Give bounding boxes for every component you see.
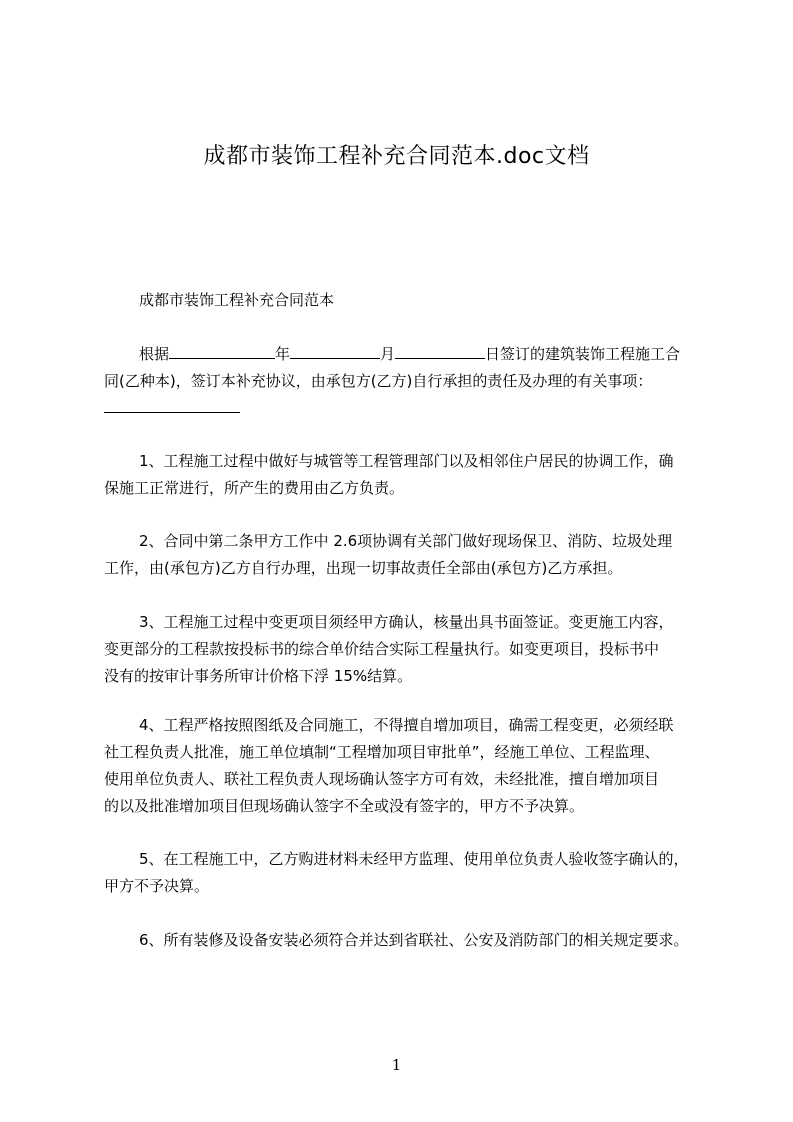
clause-line: 4、工程严格按照图纸及合同施工，不得擅自增加项目，确需工程变更，必须经联 — [139, 716, 674, 734]
intro-text-year: 年 — [275, 345, 291, 363]
document-title: 成都市装饰工程补充合同范本.doc文档 — [203, 144, 590, 169]
clause-line: 没有的按审计事务所审计价格下浮 15%结算。 — [104, 667, 413, 685]
document-subtitle: 成都市装饰工程补充合同范本 — [139, 291, 335, 309]
clause-line: 使用单位负责人、联社工程负责人现场确认签字方可有效，未经批准，擅自增加项目 — [104, 770, 660, 788]
clause-line: 6、所有装修及设备安装必须符合并达到省联社、公安及消防部门的相关规定要求。 — [139, 931, 689, 949]
clause-4 — [104, 712, 716, 820]
clause-6 — [104, 927, 716, 954]
clause-line: 变更部分的工程款按投标书的综合单价结合实际工程量执行。如变更项目，投标书中 — [104, 640, 660, 658]
clause-line: 的以及批准增加项目但现场确认签字不全或没有签字的，甲方不予决算。 — [104, 797, 585, 815]
blank-field-contract — [169, 343, 275, 359]
clause-line: 3、工程施工过程中变更项目须经甲方确认，核量出具书面签证。变更施工内容， — [139, 613, 674, 631]
intro-paragraph — [104, 341, 716, 395]
clause-line: 5、在工程施工中，乙方购进材料未经甲方监理、使用单位负责人验收签字确认的， — [139, 850, 689, 868]
clause-5 — [104, 846, 716, 900]
clause-line: 2、合同中第二条甲方工作中 2.6项协调有关部门做好现场保卫、消防、垃圾处理 — [139, 532, 673, 550]
intro-line-2: 同(乙种本)，签订本补充协议，由承包方(乙方)自行承担的责任及办理的有关事项： — [104, 372, 653, 390]
blank-field-month — [290, 343, 380, 359]
intro-text-month: 月 — [380, 345, 396, 363]
clause-3 — [104, 609, 716, 690]
clause-line: 工作，由(承包方)乙方自行办理，出现一切事故责任全部由(承包方)乙方承担。 — [104, 559, 623, 577]
clause-line: 1、工程施工过程中做好与城管等工程管理部门以及相邻住户居民的协调工作，确 — [139, 452, 674, 470]
intro-text-signed: 日签订的建筑装饰工程施工合 — [485, 345, 681, 363]
clause-1 — [104, 448, 716, 502]
intro-line-1 — [104, 341, 716, 368]
blank-field-day — [395, 343, 485, 359]
clause-line: 社工程负责人批准，施工单位填制“工程增加项目审批单”，经施工单位、工程监理、 — [104, 743, 660, 761]
clause-line: 保施工正常进行，所产生的费用由乙方负责。 — [104, 479, 405, 497]
page-number: 1 — [391, 1056, 402, 1074]
blank-underline — [104, 412, 240, 413]
clause-2 — [104, 528, 716, 582]
clause-line: 甲方不予决算。 — [104, 877, 210, 895]
intro-text-according: 根据 — [139, 345, 170, 363]
